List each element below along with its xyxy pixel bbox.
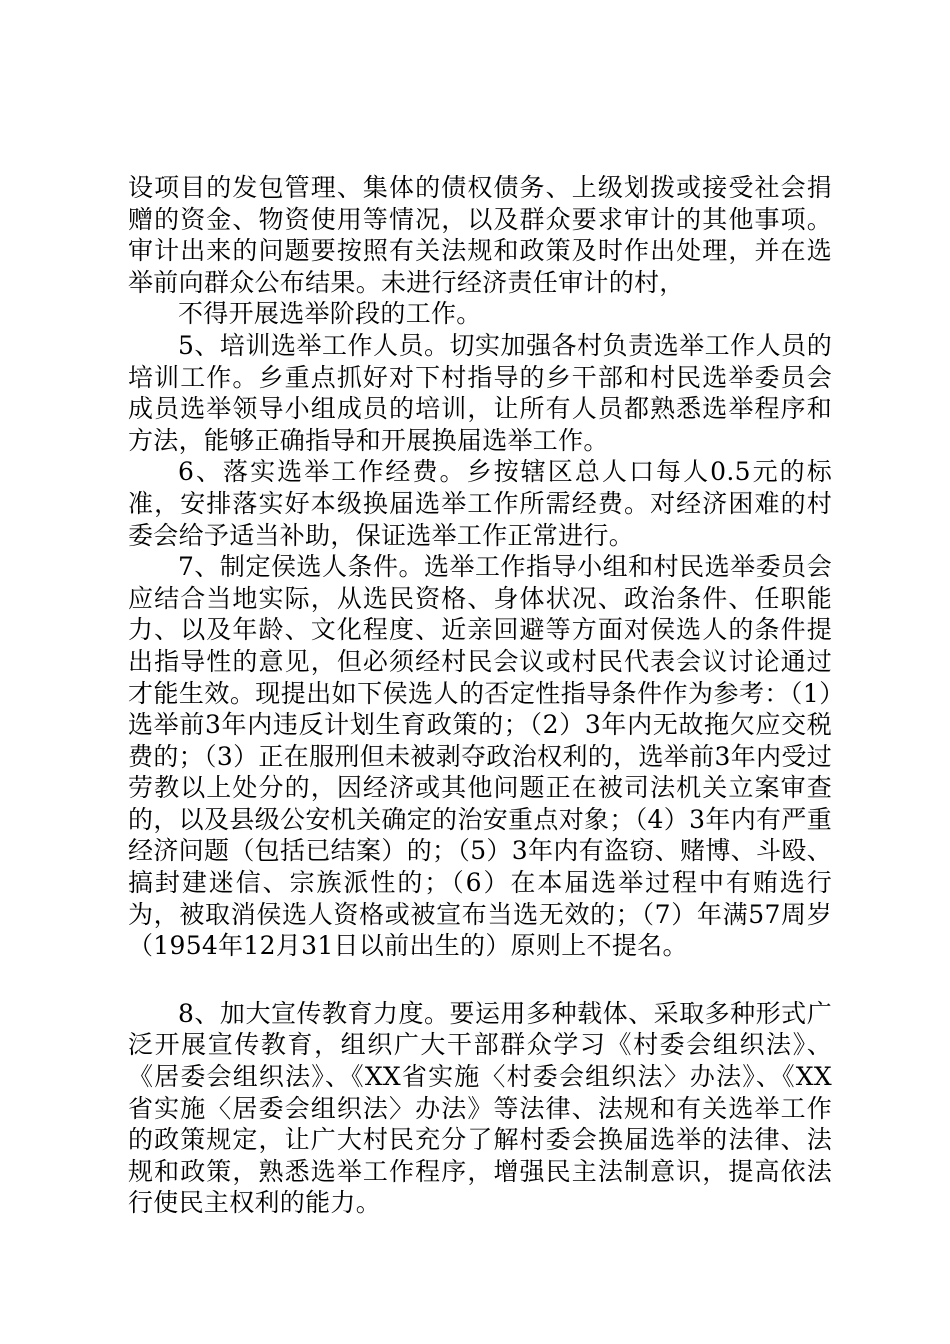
paragraph-item-5-training: 5、培训选举工作人员。切实加强各村负责选举工作人员的培训工作。乡重点抓好对下村指导的乡干部和村民选举委员会成员选举领导小组成员的培训，让所有人员都熟悉选举程序和方法，能够正确指导和开展换届选举工作。 bbox=[128, 330, 832, 455]
paragraph-audit-continued: 设项目的发包管理、集体的债权债务、上级划拨或接受社会捐赠的资金、物资使用等情况，以及群众要求审计的其他事项。审计出来的问题要按照有关法规和政策及时作出处理，并在选举前向群众公布结果。未进行经济责任审计的村， bbox=[128, 173, 832, 297]
paragraph-spacer bbox=[128, 962, 832, 998]
paragraph-item-6-funding: 6、落实选举工作经费。乡按辖区总人口每人0.5元的标准，安排落实好本级换届选举工作所需经费。对经济困难的村委会给予适当补助，保证选举工作正常进行。 bbox=[128, 457, 832, 550]
paragraph-audit-conclusion: 不得开展选举阶段的工作。 bbox=[178, 299, 482, 329]
paragraph-item-8-publicity: 8、加大宣传教育力度。要运用多种载体、采取多种形式广泛开展宣传教育，组织广大干部群众学习《村委会组织法》、《居委会组织法》、《XX省实施〈村委会组织法〉办法》、《XX省实施〈居委会组织法〉办法》等法律、法规和有关选举工作的政策规定，让广大村民充分了解村委会换届选举的法律、法规和政策，熟悉选举工作程序，增强民主法制意识，提高依法行使民主权利的能力。 bbox=[128, 998, 832, 1218]
paragraph-item-7-candidate-conditions: 7、制定侯选人条件。选举工作指导小组和村民选举委员会应结合当地实际，从选民资格、身体状况、政治条件、任职能力、以及年龄、文化程度、近亲回避等方面对侯选人的条件提出指导性的意见，但必须经村民会议或村民代表会议讨论通过才能生效。现提出如下侯选人的否定性指导条件作为参考：（1）选举前3年内违反计划生育政策的；（2）3年内无故拖欠应交税费的；（3）正在服刑但未被剥夺政治权利的，选举前3年内受过劳教以上处分的，因经济或其他问题正在被司法机关立案审查的，以及县级公安机关确定的治安重点对象；（4）3年内有严重经济问题（包括已结案）的；（5）3年内有盗窃、赌博、斗殴、搞封建迷信、宗族派性的；（6）在本届选举过程中有贿选行为，被取消侯选人资格或被宣布当选无效的；（7）年满57周岁（1954年12月31日以前出生的）原则上不提名。 bbox=[128, 552, 832, 961]
document-body bbox=[128, 172, 832, 1219]
